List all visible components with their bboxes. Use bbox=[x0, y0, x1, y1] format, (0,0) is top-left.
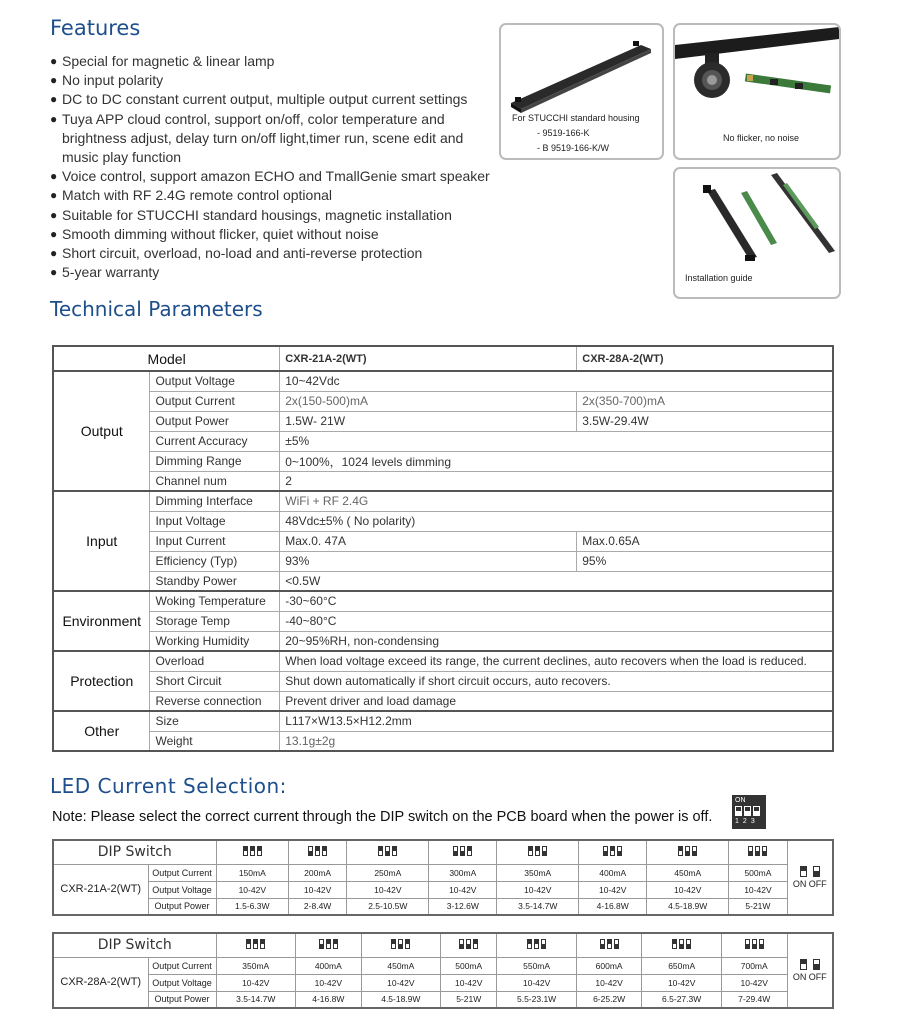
feature-item: ● Tuya APP cloud control, support on/off, color temperature and brightness adjust, delay turn on/off light,timer run, scene edit and music play function bbox=[50, 110, 490, 168]
param-label: Current Accuracy bbox=[150, 431, 280, 451]
noflicker-image bbox=[673, 23, 841, 160]
installation-diagram-icon bbox=[675, 169, 839, 265]
noflicker-caption: No flicker, no noise bbox=[723, 133, 800, 143]
param-value: Shut down automatically if short circuit occurs, auto recovers. bbox=[280, 671, 833, 691]
dip-pattern-cell bbox=[216, 933, 296, 957]
param-value: 10-42V bbox=[579, 881, 647, 898]
model-label: Model bbox=[53, 346, 280, 371]
on-off-legend bbox=[787, 840, 833, 915]
feature-item: ● Suitable for STUCCHI standard housings, magnetic installation bbox=[50, 206, 490, 225]
param-value: 48Vdc±5% ( No polarity) bbox=[280, 511, 833, 531]
param-value: 10-42V bbox=[647, 881, 729, 898]
param-value: 2 bbox=[280, 471, 833, 491]
off-label: OFF bbox=[808, 878, 827, 889]
param-label: Output Current bbox=[148, 864, 216, 881]
param-value: 2x(150-500)mA bbox=[280, 391, 577, 411]
param-value: 6-25.2W bbox=[576, 991, 642, 1008]
dip-table-cxr-28a bbox=[52, 932, 834, 1009]
param-value: 4.5-18.9W bbox=[361, 991, 441, 1008]
group-protection: Protection bbox=[53, 651, 150, 711]
param-label: Efficiency (Typ) bbox=[150, 551, 280, 571]
dip-switch-icon bbox=[243, 846, 262, 856]
param-value: L117×W13.5×H12.2mm bbox=[280, 711, 833, 731]
param-value: -30~60°C bbox=[280, 591, 833, 611]
dip-pattern-cell bbox=[729, 840, 787, 864]
table-row bbox=[53, 671, 833, 691]
dip-switch-icon bbox=[378, 846, 397, 856]
dip-switch-legend-icon bbox=[732, 795, 766, 829]
table-row bbox=[53, 991, 833, 1008]
dip-pattern-cell bbox=[497, 840, 579, 864]
param-value: 10-42V bbox=[216, 974, 296, 991]
param-value: 350mA bbox=[497, 864, 579, 881]
param-value: 5-21W bbox=[729, 898, 787, 915]
model-a-header: CXR-21A-2(WT) bbox=[280, 346, 577, 371]
dip-switch-icon bbox=[748, 846, 767, 856]
housing-caption: For STUCCHI standard housing bbox=[512, 113, 640, 123]
param-value: 300mA bbox=[429, 864, 497, 881]
param-value: 400mA bbox=[296, 957, 362, 974]
param-value: 500mA bbox=[441, 957, 497, 974]
param-value: 600mA bbox=[576, 957, 642, 974]
housing-model-1: - 9519-166-K bbox=[537, 128, 590, 138]
param-value: 450mA bbox=[361, 957, 441, 974]
dip-switch-icon bbox=[527, 939, 546, 949]
table-row bbox=[53, 611, 833, 631]
on-off-switch-icon bbox=[800, 866, 820, 877]
model-name: CXR-21A-2(WT) bbox=[53, 864, 148, 915]
param-label: Standby Power bbox=[150, 571, 280, 591]
param-value: -40~80°C bbox=[280, 611, 833, 631]
legend-num: 3 bbox=[750, 818, 755, 825]
features-title: Features bbox=[50, 16, 141, 40]
dip-switch-icon bbox=[600, 939, 619, 949]
param-value: 10~42Vdc bbox=[280, 371, 833, 391]
feature-item: ● Smooth dimming without flicker, quiet without noise bbox=[50, 225, 490, 244]
param-value: 650mA bbox=[642, 957, 722, 974]
param-value: 10-42V bbox=[441, 974, 497, 991]
param-value: 450mA bbox=[647, 864, 729, 881]
dip-switch-label: DIP Switch bbox=[53, 840, 216, 864]
housing-image bbox=[499, 23, 664, 160]
param-value: ±5% bbox=[280, 431, 833, 451]
group-output: Output bbox=[53, 371, 150, 491]
tech-params-table bbox=[52, 345, 834, 752]
table-row bbox=[53, 651, 833, 671]
param-label: Overload bbox=[150, 651, 280, 671]
param-value: 10-42V bbox=[497, 974, 577, 991]
legend-num: 1 bbox=[735, 818, 739, 825]
dip-switch-icon bbox=[672, 939, 691, 949]
param-value: Max.0.65A bbox=[577, 531, 833, 551]
param-value: 10-42V bbox=[429, 881, 497, 898]
feature-item: ● Special for magnetic & linear lamp bbox=[50, 52, 490, 71]
dip-switch-icon bbox=[246, 939, 265, 949]
table-row bbox=[53, 864, 833, 881]
param-value: 10-42V bbox=[721, 974, 787, 991]
param-value: 6.5-27.3W bbox=[642, 991, 722, 1008]
param-value: 20~95%RH, non-condensing bbox=[280, 631, 833, 651]
param-value: 10-42V bbox=[296, 974, 362, 991]
table-row bbox=[53, 471, 833, 491]
dip-switch-icon bbox=[453, 846, 472, 856]
param-value: 5.5-23.1W bbox=[497, 991, 577, 1008]
group-other: Other bbox=[53, 711, 150, 751]
feature-item: ● No input polarity bbox=[50, 71, 490, 90]
dip-switch-icon bbox=[603, 846, 622, 856]
dip-pattern-cell bbox=[296, 933, 362, 957]
feature-item: ● Match with RF 2.4G remote control optional bbox=[50, 186, 490, 205]
param-value: 700mA bbox=[721, 957, 787, 974]
dip-pattern-cell bbox=[579, 840, 647, 864]
table-row bbox=[53, 898, 833, 915]
param-value: When load voltage exceed its range, the current declines, auto recovers when the load is reduced. bbox=[280, 651, 833, 671]
param-label: Output Power bbox=[148, 898, 216, 915]
param-value: 10-42V bbox=[497, 881, 579, 898]
param-value: 2-8.4W bbox=[289, 898, 347, 915]
table-row bbox=[53, 346, 833, 371]
led-note: Note: Please select the correct current through the DIP switch on the PCB board when the power is off. bbox=[52, 809, 713, 825]
param-value: 4-16.8W bbox=[296, 991, 362, 1008]
param-value: 1.5-6.3W bbox=[216, 898, 289, 915]
table-row bbox=[53, 933, 833, 957]
dip-switch-icon bbox=[308, 846, 327, 856]
group-input: Input bbox=[53, 491, 150, 591]
param-value: 10-42V bbox=[729, 881, 787, 898]
param-label: Size bbox=[150, 711, 280, 731]
param-value: 1.5W- 21W bbox=[280, 411, 577, 431]
table-row bbox=[53, 631, 833, 651]
param-value: 10-42V bbox=[642, 974, 722, 991]
param-label: Short Circuit bbox=[150, 671, 280, 691]
linear-driver-icon bbox=[501, 25, 662, 115]
table-row bbox=[53, 551, 833, 571]
param-value: 3.5-14.7W bbox=[497, 898, 579, 915]
param-value: 400mA bbox=[579, 864, 647, 881]
table-row bbox=[53, 711, 833, 731]
param-label: Output Power bbox=[150, 411, 280, 431]
param-value: <0.5W bbox=[280, 571, 833, 591]
on-off-legend bbox=[787, 933, 833, 1008]
param-value: 0~100%，1024 levels dimming bbox=[280, 451, 833, 471]
model-b-header: CXR-28A-2(WT) bbox=[577, 346, 833, 371]
param-label: Reverse connection bbox=[150, 691, 280, 711]
off-label: OFF bbox=[808, 971, 827, 982]
param-label: Output Current bbox=[148, 957, 216, 974]
param-label: Dimming Range bbox=[150, 451, 280, 471]
table-row bbox=[53, 371, 833, 391]
model-name: CXR-28A-2(WT) bbox=[53, 957, 148, 1008]
dip-switch-label: DIP Switch bbox=[53, 933, 216, 957]
group-environment: Environment bbox=[53, 591, 150, 651]
param-value: 2.5-10.5W bbox=[347, 898, 429, 915]
on-label: ON bbox=[792, 971, 807, 982]
param-label: Storage Temp bbox=[150, 611, 280, 631]
param-value: 3.5W-29.4W bbox=[577, 411, 833, 431]
param-label: Output Voltage bbox=[148, 881, 216, 898]
dip-switch-icon bbox=[745, 939, 764, 949]
table-row bbox=[53, 957, 833, 974]
param-label: Output Voltage bbox=[150, 371, 280, 391]
param-label: Dimming Interface bbox=[150, 491, 280, 511]
param-value: 150mA bbox=[216, 864, 289, 881]
param-value: 10-42V bbox=[361, 974, 441, 991]
dip-switch-icon bbox=[678, 846, 697, 856]
param-value: 4.5-18.9W bbox=[647, 898, 729, 915]
table-row bbox=[53, 571, 833, 591]
legend-on-label: ON bbox=[735, 797, 746, 804]
param-value: 10-42V bbox=[289, 881, 347, 898]
dip-pattern-cell bbox=[289, 840, 347, 864]
dip-pattern-cell bbox=[361, 933, 441, 957]
dip-switch-icon bbox=[319, 939, 338, 949]
param-value: 250mA bbox=[347, 864, 429, 881]
param-value: 10-42V bbox=[576, 974, 642, 991]
led-selection-title: LED Current Selection: bbox=[50, 774, 287, 798]
table-row bbox=[53, 411, 833, 431]
table-row bbox=[53, 881, 833, 898]
param-value: 95% bbox=[577, 551, 833, 571]
param-label: Weight bbox=[150, 731, 280, 751]
tech-title: Technical Parameters bbox=[50, 297, 263, 321]
param-value: WiFi + RF 2.4G bbox=[280, 491, 833, 511]
feature-item: ● DC to DC constant current output, multiple output current settings bbox=[50, 90, 490, 109]
feature-item: ● Short circuit, overload, no-load and anti-reverse protection bbox=[50, 244, 490, 263]
param-label: Input Voltage bbox=[150, 511, 280, 531]
dip-table-cxr-21a bbox=[52, 839, 834, 916]
param-label: Channel num bbox=[150, 471, 280, 491]
dip-switch-icon bbox=[528, 846, 547, 856]
param-value: 5-21W bbox=[441, 991, 497, 1008]
param-value: 2x(350-700)mA bbox=[577, 391, 833, 411]
param-value: 350mA bbox=[216, 957, 296, 974]
feature-item: ● Voice control, support amazon ECHO and TmallGenie smart speaker bbox=[50, 167, 490, 186]
features-list bbox=[50, 52, 490, 282]
dip-switch-icon bbox=[391, 939, 410, 949]
param-label: Woking Temperature bbox=[150, 591, 280, 611]
dip-pattern-cell bbox=[576, 933, 642, 957]
track-light-icon bbox=[675, 25, 839, 125]
dip-pattern-cell bbox=[441, 933, 497, 957]
param-value: 93% bbox=[280, 551, 577, 571]
param-value: 4-16.8W bbox=[579, 898, 647, 915]
table-row bbox=[53, 531, 833, 551]
table-row bbox=[53, 731, 833, 751]
dip-pattern-cell bbox=[429, 840, 497, 864]
dip-pattern-cell bbox=[216, 840, 289, 864]
param-value: 7-29.4W bbox=[721, 991, 787, 1008]
legend-num: 2 bbox=[742, 818, 747, 825]
param-value: 3-12.6W bbox=[429, 898, 497, 915]
table-row bbox=[53, 451, 833, 471]
param-value: 200mA bbox=[289, 864, 347, 881]
table-row bbox=[53, 974, 833, 991]
dip-pattern-cell bbox=[642, 933, 722, 957]
dip-pattern-cell bbox=[347, 840, 429, 864]
table-row bbox=[53, 840, 833, 864]
param-value: 550mA bbox=[497, 957, 577, 974]
param-value: 13.1g±2g bbox=[280, 731, 833, 751]
feature-item: ● 5-year warranty bbox=[50, 263, 490, 282]
param-label: Output Power bbox=[148, 991, 216, 1008]
param-value: 10-42V bbox=[216, 881, 289, 898]
table-row bbox=[53, 391, 833, 411]
table-row bbox=[53, 511, 833, 531]
dip-switch-icon bbox=[459, 939, 478, 949]
param-label: Output Current bbox=[150, 391, 280, 411]
housing-model-2: - B 9519-166-K/W bbox=[537, 143, 610, 153]
param-label: Working Humidity bbox=[150, 631, 280, 651]
on-off-switch-icon bbox=[800, 959, 820, 970]
param-label: Input Current bbox=[150, 531, 280, 551]
param-label: Output Voltage bbox=[148, 974, 216, 991]
dip-pattern-cell bbox=[497, 933, 577, 957]
param-value: Max.0. 47A bbox=[280, 531, 577, 551]
install-caption: Installation guide bbox=[685, 273, 753, 283]
dip-pattern-cell bbox=[721, 933, 787, 957]
installation-image bbox=[673, 167, 841, 299]
on-label: ON bbox=[792, 878, 807, 889]
param-value: 500mA bbox=[729, 864, 787, 881]
table-row bbox=[53, 431, 833, 451]
param-value: 3.5-14.7W bbox=[216, 991, 296, 1008]
table-row bbox=[53, 591, 833, 611]
table-row bbox=[53, 691, 833, 711]
dip-pattern-cell bbox=[647, 840, 729, 864]
table-row bbox=[53, 491, 833, 511]
param-value: 10-42V bbox=[347, 881, 429, 898]
param-value: Prevent driver and load damage bbox=[280, 691, 833, 711]
